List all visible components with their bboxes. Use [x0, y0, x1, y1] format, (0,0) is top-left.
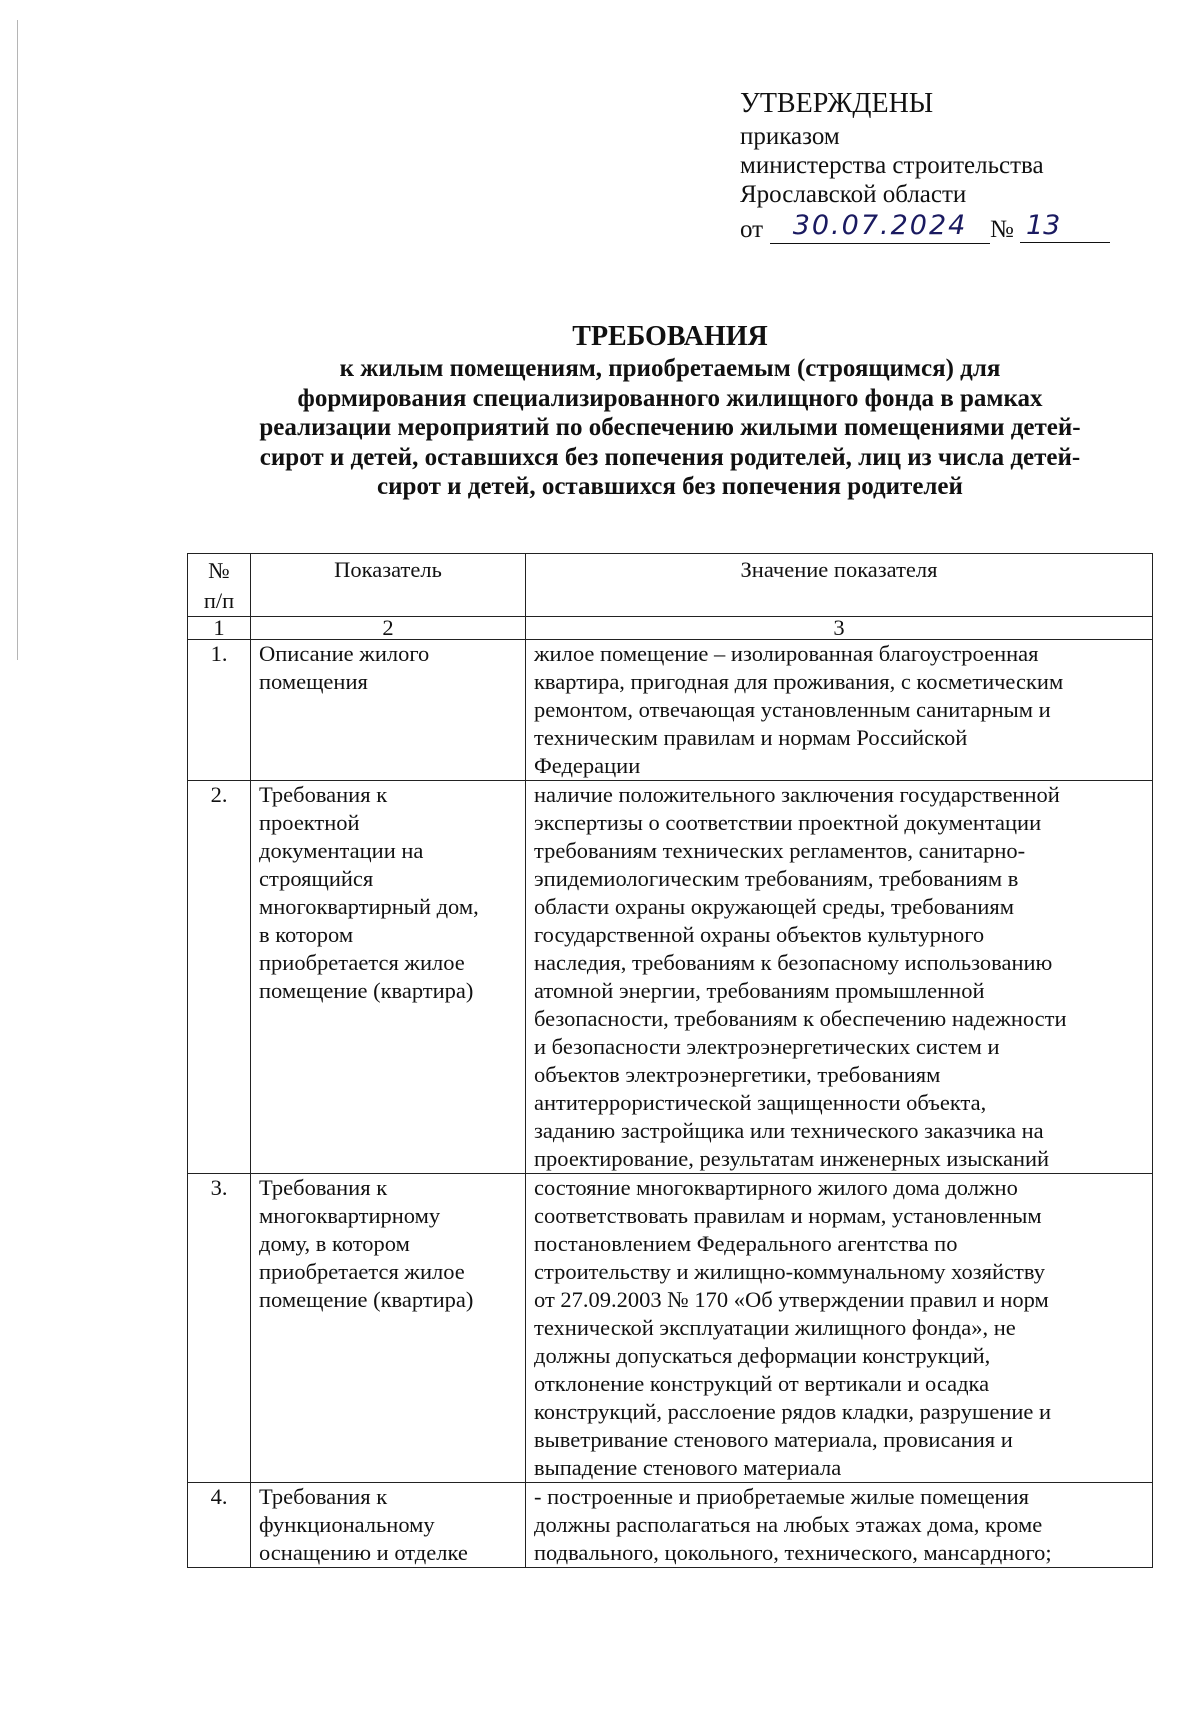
indicator-line: документации на — [259, 838, 424, 863]
title-line: формирования специализированного жилищного фонда в рамках — [297, 384, 1043, 412]
title-main: ТРЕБОВАНИЯ — [572, 321, 768, 352]
title-line: реализации мероприятий по обеспечению жилыми помещениями детей- — [259, 414, 1081, 441]
value-line: проектирование, результатам инженерных изысканий — [534, 1146, 1050, 1171]
number-prefix: № — [990, 216, 1014, 243]
indicator-line: строящийся — [259, 866, 374, 891]
order-date: 30.07.2024 — [770, 211, 990, 244]
indicator-line: многоквартирный дом, — [259, 894, 479, 919]
value-line: должны располагаться на любых этажах дома, кроме — [534, 1512, 1043, 1537]
indicator-line: многоквартирному — [259, 1203, 441, 1228]
approval-block — [740, 88, 1140, 245]
value-line: технической эксплуатации жилищного фонда», не — [534, 1315, 1016, 1340]
value-line: области охраны окружающей среды, требованиям — [534, 894, 1014, 919]
header-indicator: Показатель — [251, 554, 526, 617]
value-line: отклонение конструкций от вертикали и осадка — [534, 1371, 990, 1396]
value-line: конструкций, расслоение рядов кладки, разрушение и — [534, 1399, 1052, 1424]
order-number: 13 — [1020, 211, 1110, 243]
row-value — [526, 640, 1153, 781]
value-line: техническим правилам и нормам Российской — [534, 725, 968, 750]
value-line: выветривание стенового материала, провисания и — [534, 1427, 1013, 1452]
indicator-line: помещение (квартира) — [259, 978, 474, 1003]
header-value: Значение показателя — [526, 554, 1153, 617]
header-number-abbr: п/п — [203, 588, 235, 613]
value-line: от 27.09.2003 № 170 «Об утверждении правил и норм — [534, 1287, 1049, 1312]
value-line: Федерации — [534, 753, 641, 778]
value-line: экспертизы о соответствии проектной документации — [534, 810, 1042, 835]
table-row — [188, 1174, 1153, 1483]
indicator-line: функциональному — [259, 1512, 435, 1537]
title-line: сирот и детей, оставшихся без попечения родителей — [377, 473, 963, 500]
indicator-line: помещения — [259, 669, 368, 694]
indicator-line: Описание жилого — [259, 641, 430, 666]
indicator-line: приобретается жилое — [259, 1259, 465, 1284]
value-line: требованиям технических регламентов, санитарно- — [534, 838, 1026, 863]
value-line: ремонтом, отвечающая установленным санитарным и — [534, 697, 1051, 722]
value-line: постановлением Федерального агентства по — [534, 1231, 958, 1256]
row-value — [526, 1174, 1153, 1483]
order-date-number-line — [740, 211, 1140, 245]
row-number: 4. — [188, 1483, 251, 1568]
header-number-sign: № — [208, 558, 230, 583]
value-line: антитеррористической защищенности объекта, — [534, 1090, 987, 1115]
indicator-line: в котором — [259, 922, 354, 947]
approval-line-3: Ярославской области — [740, 181, 967, 208]
value-line: соответствовать правилам и нормам, установленным — [534, 1203, 1042, 1228]
indicator-line: Требования к — [259, 782, 388, 807]
header-number — [188, 554, 251, 617]
table-row — [188, 640, 1153, 781]
indicator-line: оснащению и отделке — [259, 1540, 468, 1565]
table-row — [188, 1483, 1153, 1568]
row-value — [526, 781, 1153, 1174]
table-header-row — [188, 554, 1153, 617]
row-value — [526, 1483, 1153, 1568]
indicator-line: Требования к — [259, 1484, 388, 1509]
column-number: 2 — [251, 617, 526, 640]
value-line: атомной энергии, требованиям промышленной — [534, 978, 985, 1003]
value-line: и безопасности электроэнергетических систем и — [534, 1034, 1000, 1059]
indicator-line: проектной — [259, 810, 360, 835]
value-line: наследия, требованиям к безопасному использованию — [534, 950, 1053, 975]
value-line: заданию застройщика или технического заказчика на — [534, 1118, 1044, 1143]
approval-line-1: приказом — [740, 123, 840, 150]
row-indicator — [251, 781, 526, 1174]
row-indicator — [251, 1483, 526, 1568]
column-number: 1 — [188, 617, 251, 640]
indicator-line: приобретается жилое — [259, 950, 465, 975]
row-number: 2. — [188, 781, 251, 1174]
value-line: должны допускаться деформации конструкций, — [534, 1343, 991, 1368]
table-row — [188, 781, 1153, 1174]
value-line: жилое помещение – изолированная благоустроенная — [534, 641, 1039, 666]
requirements-table — [187, 553, 1153, 1568]
column-number: 3 — [526, 617, 1153, 640]
document-title — [180, 320, 1160, 502]
value-line: подвального, цокольного, технического, мансардного; — [534, 1540, 1052, 1565]
value-line: состояние многоквартирного жилого дома должно — [534, 1175, 1018, 1200]
value-line: квартира, пригодная для проживания, с косметическим — [534, 669, 1064, 694]
value-line: объектов электроэнергетики, требованиям — [534, 1062, 941, 1087]
value-line: наличие положительного заключения государственной — [534, 782, 1060, 807]
indicator-line: Требования к — [259, 1175, 388, 1200]
row-number: 3. — [188, 1174, 251, 1483]
value-line: - построенные и приобретаемые жилые помещения — [534, 1484, 1029, 1509]
title-line: к жилым помещениям, приобретаемым (строящимся) для — [339, 355, 1001, 382]
page-edge-line — [17, 20, 18, 660]
approval-line-2: министерства строительства — [740, 152, 1044, 179]
row-number: 1. — [188, 640, 251, 781]
value-line: безопасности, требованиям к обеспечению надежности — [534, 1006, 1067, 1031]
indicator-line: дому, в котором — [259, 1231, 410, 1256]
row-indicator — [251, 640, 526, 781]
column-number-row — [188, 617, 1153, 640]
date-prefix: от — [740, 216, 764, 243]
approval-heading: УТВЕРЖДЕНЫ — [740, 88, 934, 119]
value-line: государственной охраны объектов культурного — [534, 922, 985, 947]
title-line: сирот и детей, оставшихся без попечения родителей, лиц из числа детей- — [259, 443, 1081, 471]
indicator-line: помещение (квартира) — [259, 1287, 474, 1312]
value-line: строительству и жилищно-коммунальному хозяйству — [534, 1259, 1045, 1284]
value-line: эпидемиологическим требованиям, требованиям в — [534, 866, 1019, 891]
value-line: выпадение стенового материала — [534, 1455, 842, 1480]
row-indicator — [251, 1174, 526, 1483]
